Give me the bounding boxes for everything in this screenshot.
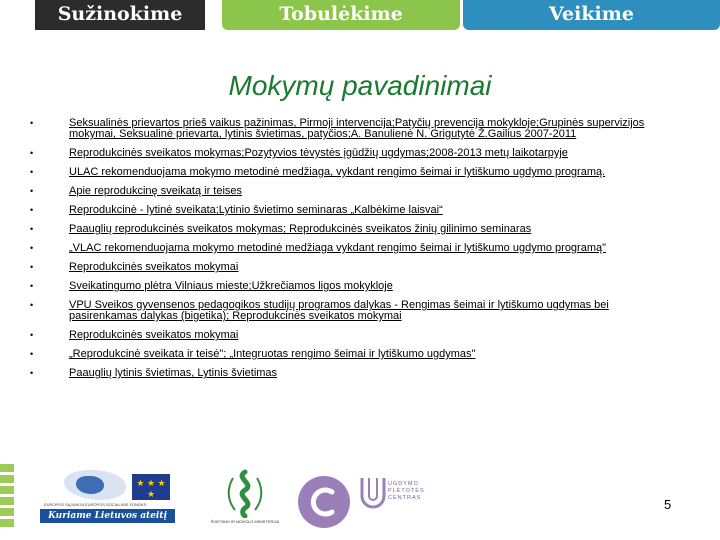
green-stripes-decoration bbox=[0, 464, 14, 540]
ugdymo-line1: UGDYMO bbox=[388, 481, 419, 487]
page-title: Mokymų pavadinimai bbox=[228, 70, 492, 101]
list-item-link[interactable]: Reprodukcinės sveikatos mokymai bbox=[69, 261, 239, 273]
ugdymo-line2: PLĖTOTĖS bbox=[388, 488, 425, 494]
tab-tobulekime[interactable]: Tobulėkime bbox=[222, 0, 460, 30]
list-item[interactable] bbox=[30, 368, 670, 379]
bullet-icon: • bbox=[30, 300, 34, 310]
bullet-icon: • bbox=[30, 368, 34, 378]
list-item[interactable] bbox=[30, 167, 670, 178]
bullet-icon: • bbox=[30, 243, 34, 253]
bullet-icon: • bbox=[30, 330, 34, 340]
circle-logo-icon bbox=[298, 476, 350, 528]
list-item-link[interactable]: Reprodukcinės sveikatos mokymas;Pozytyvios tėvystės įgūdžių ugdymas;2008-2013 metų laikotarpyje bbox=[69, 147, 568, 159]
list-item[interactable] bbox=[30, 262, 670, 273]
list-item[interactable] bbox=[30, 300, 670, 322]
list-item-link[interactable]: Apie reprodukcinę sveikatą ir teises bbox=[69, 185, 243, 197]
ugdymo-emblem-icon bbox=[358, 472, 388, 512]
list-item-link[interactable]: Reprodukcinė - lytinė sveikata;Lytinio švietimo seminaras „Kalbėkime laisvai“ bbox=[69, 204, 443, 216]
training-list bbox=[30, 118, 670, 387]
list-item[interactable] bbox=[30, 186, 670, 197]
bullet-icon: • bbox=[30, 281, 34, 291]
bullet-icon: • bbox=[30, 118, 34, 128]
ugdymo-pletotes-logo bbox=[358, 472, 448, 522]
list-item-link[interactable]: Paauglių reprodukcinės sveikatos mokymas; Reprodukcinės sveikatos žinių gilinimo seminaras bbox=[69, 223, 532, 235]
list-item-link[interactable]: „Reprodukcinė sveikata ir teisė"; „Integruotas rengimo šeimai ir lytiškumo ugdymas" bbox=[69, 348, 476, 360]
bullet-icon: • bbox=[30, 186, 34, 196]
ministry-logo bbox=[205, 468, 285, 526]
list-item-link[interactable]: Reprodukcinės sveikatos mokymai bbox=[69, 329, 239, 341]
bullet-icon: • bbox=[30, 224, 34, 234]
tab-veikime[interactable]: Veikime bbox=[463, 0, 720, 30]
bullet-icon: • bbox=[30, 349, 34, 359]
list-item[interactable] bbox=[30, 349, 670, 360]
ugdymo-line3: CENTRAS bbox=[388, 495, 422, 501]
list-item-link[interactable]: Paauglių lytinis švietimas, Lytinis švietimas bbox=[69, 367, 278, 379]
list-item-link[interactable]: VPU Sveikos gyvensenos pedagogikos studijų programos dalykas - Rengimas šeimai ir lytiškumo ugdymas bei pasirenkamas dalykas (bigetika); Reprodukcinės sveikatos mokymai bbox=[69, 299, 609, 322]
bullet-icon: • bbox=[30, 205, 34, 215]
bullet-icon: • bbox=[30, 148, 34, 158]
eu-slogan: Kuriame Lietuvos ateitį bbox=[40, 509, 175, 523]
list-item[interactable] bbox=[30, 205, 670, 216]
eu-caption: EUROPOS SĄJUNGA EUROPOS SOCIALINIS FONDAS bbox=[44, 502, 147, 507]
page-number: 5 bbox=[664, 497, 672, 512]
list-item[interactable] bbox=[30, 281, 670, 292]
list-item-link[interactable]: Seksualinės prievartos prieš vaikus pažinimas, Pirmoji intervencija;Patyčių prevencija mokykloje;Grupinės supervizijos mokymai, Seksualinė prievarta, lytinis švietimas, patyčios;A. Banulienė N. Grigutytė Ž.Gailius 2007-2011 bbox=[69, 117, 645, 140]
eu-flag-icon: ★ ★ ★ ★ bbox=[132, 474, 170, 500]
bullet-icon: • bbox=[30, 167, 34, 177]
map-highlight-icon bbox=[76, 476, 104, 494]
list-item[interactable] bbox=[30, 118, 670, 140]
list-item[interactable] bbox=[30, 330, 670, 341]
list-item[interactable] bbox=[30, 224, 670, 235]
list-item[interactable] bbox=[30, 243, 670, 254]
list-item-link[interactable]: ULAC rekomenduojama mokymo metodinė medžiaga, vykdant rengimo šeimai ir lytiškumo ugdymo programą. bbox=[69, 166, 606, 178]
eu-fund-logo bbox=[40, 468, 175, 526]
bullet-icon: • bbox=[30, 262, 34, 272]
list-item-link[interactable]: „VLAC rekomenduojama mokymo metodinė medžiaga vykdant rengimo šeimai ir lytiškumo ugdymo programą" bbox=[69, 242, 607, 254]
tab-suzinokime[interactable]: Sužinokime bbox=[35, 0, 205, 30]
list-item[interactable] bbox=[30, 148, 670, 159]
ministry-caption: ŠVIETIMO IR MOKSLO MINISTERIJA bbox=[210, 519, 280, 524]
top-tab-bar bbox=[0, 0, 720, 32]
ministry-snake-icon bbox=[205, 468, 285, 518]
list-item-link[interactable]: Sveikatingumo plėtra Vilniaus mieste;Užkrečiamos ligos mokykloje bbox=[69, 280, 393, 292]
